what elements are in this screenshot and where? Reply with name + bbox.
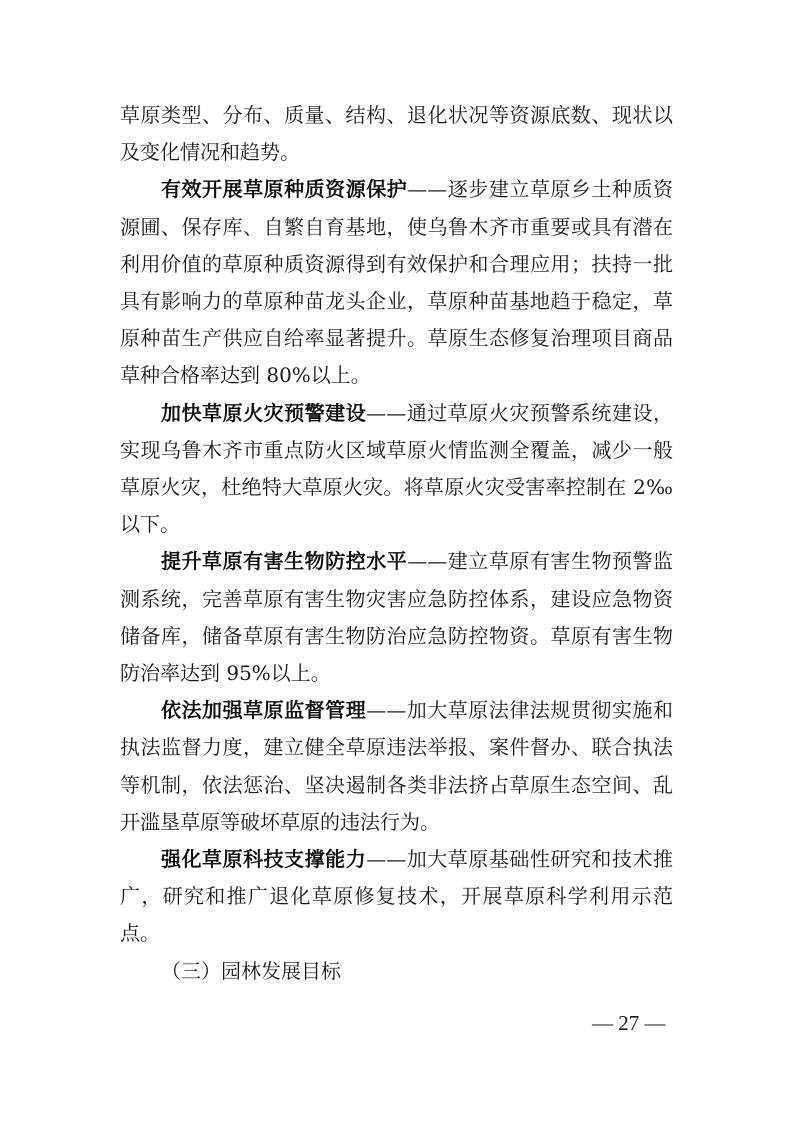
paragraph-2 [120,171,673,394]
paragraph-4-lead: 提升草原有害生物防控水平 [161,549,408,574]
paragraph-4 [120,543,673,692]
page-number: — 27 — [592,1011,666,1035]
paragraph-3-lead: 加快草原火灾预警建设 [161,400,367,425]
paragraph-3-text: ——通过草原火灾预警系统建设，实现乌鲁木齐市重点防火区域草原火情监测全覆盖，减少一般草原火灾，杜绝特大草原火灾。将草原火灾受害率控制在 2‰以下。 [120,400,674,537]
paragraph-5 [120,692,673,841]
paragraph-6 [120,841,673,953]
paragraph-3 [120,395,673,544]
paragraph-5-text: ——加大草原法律法规贯彻实施和执法监督力度，建立健全草原违法举报、案件督办、联合执法等机制，依法惩治、坚决遏制各类非法挤占草原生态空间、乱开滥垦草原等破坏草原的违法行为。 [120,698,674,834]
paragraph-6-text: ——加大草原基础性研究和技术推广，研究和推广退化草原修复技术，开展草原科学利用示范点。 [120,847,674,946]
paragraph-1-text: 草原类型、分布、质量、结构、退化状况等资源底数、现状以及变化情况和趋势。 [120,103,673,165]
section-sub-heading: （三）园林发展目标 [161,958,341,983]
paragraph-1 [120,97,673,171]
paragraph-4-text: ——建立草原有害生物预警监测系统，完善草原有害生物灾害应急防控体系，建设应急物资储备库，储备草原有害生物防治应急防控物资。草原有害生物防治率达到 95%以上。 [120,549,674,686]
paragraph-2-lead: 有效开展草原种质资源保护 [161,177,408,202]
body-text [120,97,673,990]
paragraph-6-lead: 强化草原科技支撑能力 [161,847,367,872]
paragraph-5-lead: 依法加强草原监督管理 [161,698,367,723]
paragraph-2-text: ——逐步建立草原乡土种质资源圃、保存库、自繁自育基地，使乌鲁木齐市重要或具有潜在利用价值的草原种质资源得到有效保护和合理应用；扶持一批具有影响力的草原种苗龙头企业，草原种苗基地趋于稳定，草原种苗生产供应自给率显著提升。草原生态修复治理项目商品草种合格率达到 80%以上。 [120,177,674,388]
